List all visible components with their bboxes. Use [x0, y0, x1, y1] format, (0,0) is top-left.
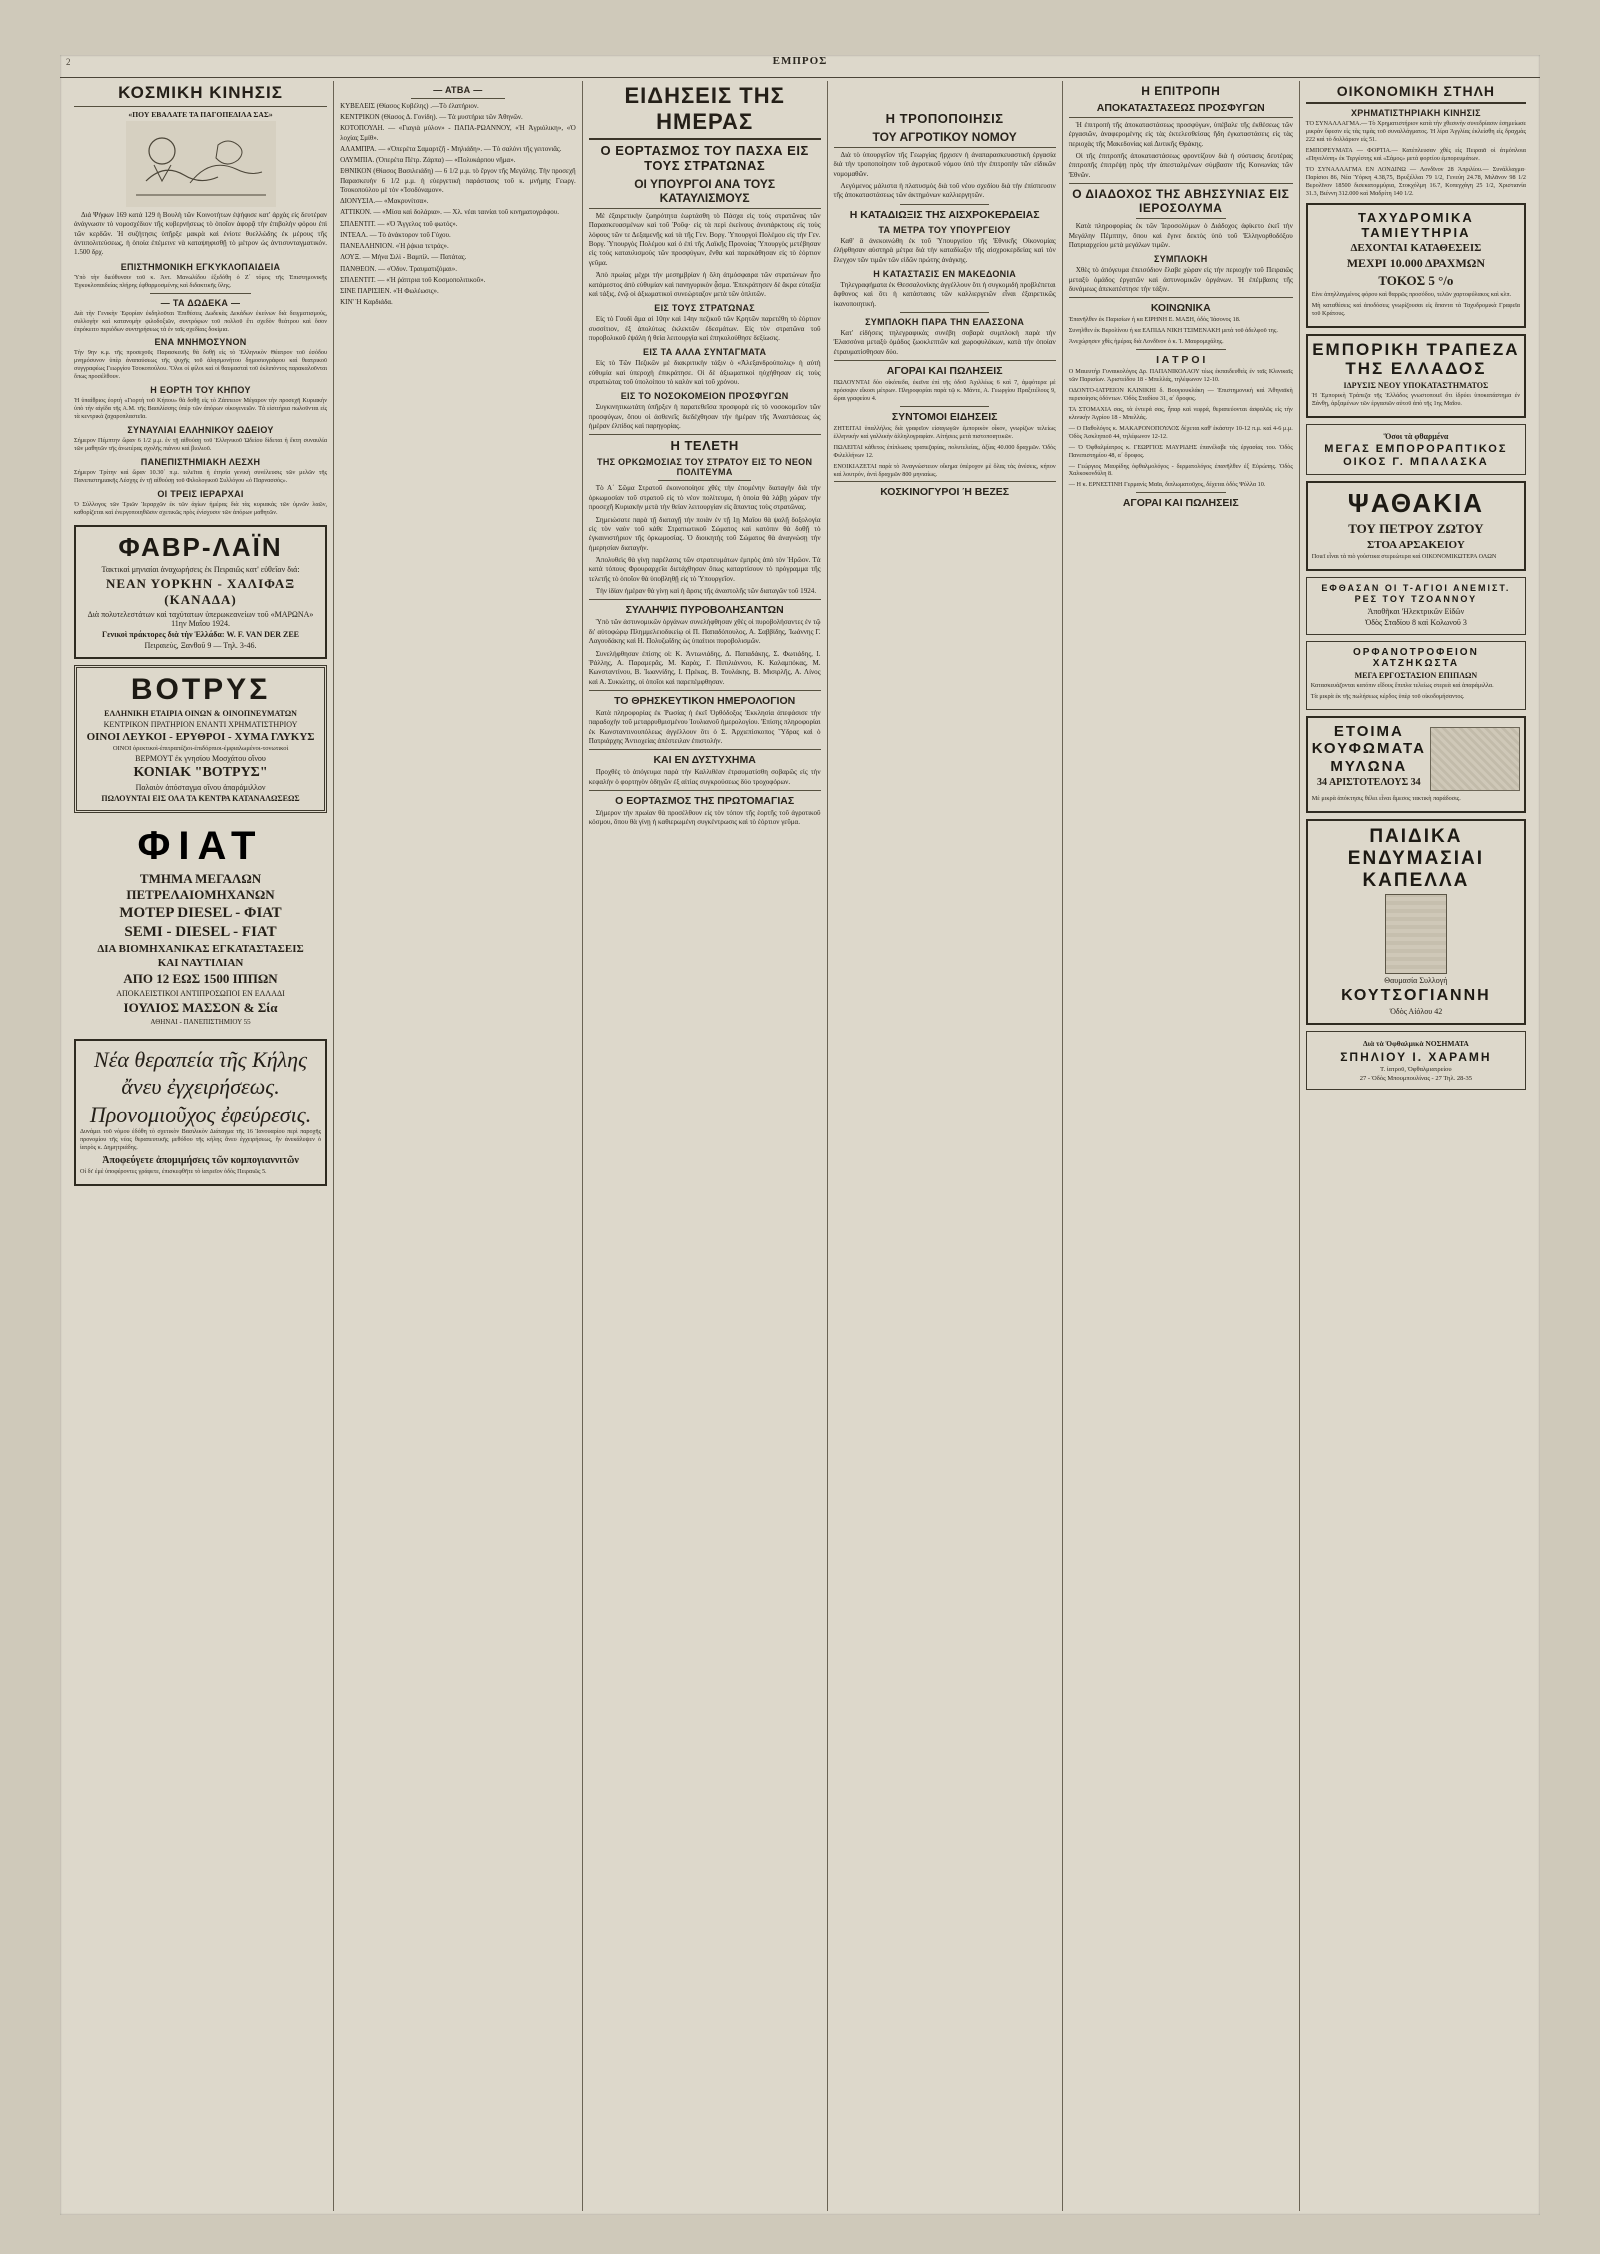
col1-sec0-heading: ΕΠΙΣΤΗΜΟΝΙΚΗ ΕΓΚΥΚΛΟΠΑΙΔΕΙΑ: [120, 261, 281, 272]
ad-postal-line-3: Εἰνε ἁπηλλαγμένος φόρου καὶ θαρρῶς προσόδου, τελῶν χαρτοφύλακος καὶ κλπ.: [1311, 291, 1512, 299]
ad-tzoannou-line-1: Ὁδὸς Σταδίου 8 καὶ Κολωνοῦ 3: [1364, 618, 1467, 628]
society-heading: ΚΟΙΝΩΝΙΚΑ: [1150, 302, 1211, 315]
ad-fabre-line-2: Διὰ πολυτελεστάτων καὶ ταχύτατων ὑπερωκεανείων τοῦ «ΜΑΡΩΝΑ» 11ην Μαΐου 1924.: [87, 609, 314, 628]
ad-votrys-line-1: ΚΕΝΤΡΙΚΟΝ ΠΡΑΤΗΡΙΟΝ ΕΝΑΝΤΙ ΧΡΗΜΑΤΙΣΤΗΡΙΟΥ: [103, 719, 298, 729]
ad-commercial-bank[interactable]: [1306, 334, 1526, 417]
doctor-listing: ΤΑ ΣΤΟΜΑΧΙΑ σας, τὰ ἐντερά σας, ἧπαρ καὶ νεφρά, θεραπεύονται ἀσφαλῶς εἰς τὴν κλινικὴν Ἀγρίου 18 - Μπελλάς.: [1068, 405, 1293, 421]
ad-postal-line-2: ΤΟΚΟΣ 5 °/ο: [1378, 273, 1454, 289]
ad-fiat-title: ΦΙΑΤ: [137, 823, 264, 868]
subsection-heading: ΕΙΣ ΤΟΥΣ ΣΤΡΑΤΩΝΑΣ: [654, 303, 755, 314]
agrarian-subheadline: ΤΟΥ ΑΓΡΟΤΙΚΟΥ ΝΟΜΟΥ: [872, 130, 1017, 144]
brief-news-2: ΠΩΛΕΙΤΑΙ κάθετος ἐπίπλωσις τραπεζαρίας, πολυτελείας, ἀξίας 40.000 δραχμῶν. Ὁδὸς Φιλελλήνων 12.: [833, 443, 1056, 459]
subsection-text: Εἰς τὸ Γουδὶ ἅμα αἱ 10ην καὶ 14ην πεζικοῦ τῶν Κρητῶν παρετέθη τὸ ἑόρτιον συσσίτιον, ἐξ ἀπολύτως ἐκλεκτῶν ἐδεσμάτων. Εἰς τὸν στρατῶνα τοῦ πυροβολικοῦ ἐψάλη ἡ θεία λειτουργία καὶ ἐπηκολούθησε δεξίωσις.: [588, 315, 821, 342]
theatre-listing: ΣΠΛΕΝΤΙΤ. — «Ὁ Ἄγγελος τοῦ φωτός».: [340, 219, 458, 228]
theatre-listing: ΙΝΤΕΑΛ. — Τὸ ἀνάκτορον τοῦ Γύχου.: [340, 230, 451, 239]
ceremony-subheadline: ΤΗΣ ΟΡΚΩΜΟΣΙΑΣ ΤΟΥ ΣΤΡΑΤΟΥ ΕΙΣ ΤΟ ΝΕΟΝ ΠΟΛΙΤΕΥΜΑ: [597, 457, 813, 478]
ceremony-text-4: Τὴν ἰδίαν ἡμέραν θὰ γίνῃ καὶ ἡ ἄρσις τῆς ἀναστολῆς τῶν διαταγῶν τοῦ 1924.: [595, 587, 817, 596]
col1-sec4-text: Σήμερον Πέμπτην ὥραν 6 1/2 μ.μ. ἐν τῇ αἰθούσῃ τοῦ Ἑλληνικοῦ Ὠδείου δίδεται ἡ ἕκτη συναυλία τῶν μαθητῶν τῆς ἀνωτέρας σχολῆς πιάνου καὶ βιολιοῦ.: [74, 437, 328, 452]
macedonia-text: Τηλεγραφήματα ἐκ Θεσσαλονίκης ἀγγέλλουν ὅτι ἡ συγκομιδὴ προβλέπεται ἄφθονος καὶ ὅτι ἡ κατάστασις τῶν καλλιεργειῶν εἶναι ἐξαιρετικῶς ἱκανοποιητική.: [833, 280, 1056, 308]
calendar-text: Κατὰ πληροφορίας ἐκ Ῥωσίας ἡ ἐκεῖ Ὀρθόδοξος Ἐκκλησία ἀπεφάσισε τὴν παραδοχὴν τοῦ μεταρρυθμισμένου Ἰουλιανοῦ ἡμερολογίου. Ἐπίσης πληροφορίαι ἐκ Κωνσταντινουπόλεως ἀγγέλλουν ὅτι ὁ Σ. Ἀρχιεπίσκοπος Ὕδρας καὶ ὁ Πατριάρχης Ἀντιοχείας ἀπέστειλαν ἐπιστολήν.: [588, 708, 821, 746]
ad-hats-title: ΨΑΘΑΚΙΑ: [1347, 487, 1484, 518]
ad-eye-line-1: Τ. ἰατροῦ, Ὀφθαλμιατρείου: [1380, 1065, 1452, 1073]
profiteering-text: Καθ' ἃ ἀνεκοινώθη ἐκ τοῦ Ὑπουργείου τῆς Ἐθνικῆς Οἰκονομίας ἐλήφθησαν αὐστηρὰ μέτρα διὰ τὴν καταδίωξιν τῆς αἰσχροκερδείας καὶ τὸν ἔλεγχον τῶν τιμῶν τῶν εἰδῶν πρώτης ἀνάγκης.: [833, 236, 1056, 264]
theatre-listing: ΣΙΝΕ ΠΑΡΙΣΙΕΝ. «Ἡ Φωλέωσις».: [340, 286, 439, 295]
ad-balaskas-tailor[interactable]: [1306, 424, 1526, 475]
col1-title: ΚΟΣΜΙΚΗ ΚΙΝΗΣΙΣ: [118, 83, 283, 102]
ad-orphanage-furniture[interactable]: [1306, 641, 1526, 710]
column-6: [1299, 81, 1532, 2211]
clash-text: Χθὲς τὸ ἀπόγευμα ἐπεισόδιον ἔλαβε χώραν εἰς τὴν περιοχὴν τοῦ Πειραιῶς μεταξὺ ὁμάδος ἐργατῶν καὶ ἀστυνομικῶν ὀργάνων. Ἡ ἐπέμβασις τῆς δυνάμεως ἀπεκατέστησε τὴν τάξιν.: [1068, 266, 1293, 293]
masthead: [60, 55, 1540, 78]
ad-fiat-line-1: ΜΟΤΕΡ DIESEL - ΦΙΑΤ: [119, 904, 282, 921]
refugee-committee-headline: Η ΕΠΙΤΡΟΠΗ: [1141, 84, 1221, 98]
theatre-listing: ΣΠΛΕΝΤΙΤ. — «Ἡ ῥάπτρια τοῦ Κοσμοπολιτικοῦ».: [340, 275, 486, 284]
col1-sec1-text: Διὰ τὴν Γενικὴν Ἐφορίαν ἐκδηλοῦται Ἐπιθέσεις Δωδεκὰς Δεκάδων ἐκείνων διὰ δειγματισμούς, συλλογὴν καὶ κατανομὴν φιλοδοξιῶν, συντρόφων τοῦ πολλοῦ ἔτι σχεδὸν θεάτρου καὶ ὅσον ἐπρόκειτο περιόδων συντηρήσεως τὰ ἐν ταῖς σχεδίαις δοκίμια.: [74, 309, 328, 333]
col1-sec3-heading: Η ΕΟΡΤΗ ΤΟΥ ΚΗΠΟΥ: [150, 385, 251, 396]
ad-balaskas-title: ΜΕΓΑΣ ΕΜΠΟΡΟΡΑΠΤΙΚΟΣ ΟΙΚΟΣ Γ. ΜΠΑΛΑΣΚΑ: [1324, 442, 1508, 468]
col1-sec6-text: Ὁ Σύλλογος τῶν Τριῶν Ἱεραρχῶν ἐκ τῶν ἀγίων ἡμέρας διὰ τὰς κυριακὰς τῶν ὑμνῶν λαῶν, καθορίζεται καὶ ἐνεργοποιηθῶσιν σχετικῶς πρὸς ἐνίσχυσιν τῶν ἀπόρων μαθητῶν.: [74, 500, 328, 516]
theatre-listing: ΕΘΝΙΚΟΝ (Θίασος Βασιλειάδη) — 6 1/2 μ.μ. τὸ ἔργον τῆς Μεγάλης. Τὴν προσεχῆ Παρασκευὴν 6 1/2 μ.μ. ἡ εὐεργετικὴ παράστασις τοῦ κ. μνήμης Γεωργ. Τσοκοπούλου μὲ τὸν «Ἰσοδύναμον».: [340, 167, 576, 194]
ad-hernia-title: Νέα θεραπεία τῆς Κήλης ἄνευ ἐγχειρήσεως. Προνομιοῦχος ἐφεύρεσις.: [89, 1046, 312, 1127]
ceremony-text-1: Τὸ Α΄ Σῶμα Στρατοῦ ἐκοινοποίησε χθὲς τὴν ἑπομένην διαταγὴν διὰ τὴν ὁρκωμοσίαν τοῦ στρατοῦ εἰς τὸ νέον πολίτευμα, ἡ ὁποία θὰ λάβῃ χώραν τὴν προσεχῆ Κυριακὴν μετὰ τὴν θείαν λειτουργίαν εἰς ἅπαντας τοὺς στρατῶνας.: [588, 484, 821, 512]
ad-tzoannou-electrics[interactable]: [1306, 577, 1526, 636]
lead-paragraph-2: Ἀπὸ πρωίας μέχρι τὴν μεσημβρίαν ἡ ὅλη ἀτμόσφαιρα τῶν στρατώνων ἦτο κατάμεστος ἀπὸ εὐθυμίαν καὶ πανηγυρικὸν ᾆσμα. Ἐπεκράτησεν δὲ ἄκρα εὐταξία καὶ τάξις, ἐνῷ οἱ ἀξιωματικοὶ συνεώρταζον μετὰ τῶν ὁπλιτῶν.: [588, 271, 821, 298]
theatre-listing: ΔΙΟΝΥΣΙΑ.— «Μακρυνίτσα».: [340, 197, 429, 206]
society-item: Ἐπανῆλθεν ἐκ Παρισίων ἡ κα ΕΙΡΗΝΗ Ε. ΜΑΞΗ, ὁδὸς Ἰάσονος 18.: [1068, 316, 1241, 324]
ad-mylona-line-1: Μὲ μικρὰ ἀπόκτησις θέλει εἶναι ἄμεσος τακτικὴ παράδοσις.: [1311, 795, 1461, 803]
ad-fiat-line-8: ΑΘΗΝΑΙ - ΠΑΝΕΠΙΣΤΗΜΙΟΥ 55: [150, 1017, 251, 1026]
doctor-listing: — Γεώργιος Μαυρίδης ὀφθαλμολόγος - δερματολόγος ἐπανῆλθεν ἐξ Εὐρώπης. Ὁδὸς Χαλκοκονδύλη 8.: [1068, 462, 1293, 478]
arrests-text-1: Ὑπὸ τῶν ἀστυνομικῶν ὀργάνων συνελήφθησαν χθὲς οἱ πυροβολήσαντες ἐν τῷ δι' αὐτοφώρῳ Πλημμελειοδικείῳ οἱ Π. Παπαδόπουλος, Α. Σαββίδης, Ἰωάννης Γ. Λαγουδάκης καὶ Η. Πολυζωΐδης ὡς ὑπαίτιοι πυροβολισμῶν.: [588, 618, 821, 646]
ad-hernia-contact: Οἱ δι' ἐμὲ ὑποφέροντες γράφετε, ἐπισκεφθῆτε τὸ ἰατρεῖον ὁδὸς Πειραιῶς 5.: [80, 1167, 267, 1175]
ad-votrys-line-2: ΟΙΝΟΙ ΛΕΥΚΟΙ - ΕΡΥΘΡΟΙ - ΧΥΜΑ ΓΛΥΚΥΣ: [86, 730, 315, 743]
theatre-listing: ΚΙΝ' Ἡ Καρδιάδα.: [340, 298, 393, 307]
ad-fabre-title: ΦΑΒΡ-ΛΑΪΝ: [118, 531, 283, 562]
calendar-heading: ΤΟ ΘΡΗΣΚΕΥΤΙΚΟΝ ΗΜΕΡΟΛΟΓΙΟΝ: [614, 694, 796, 707]
ad-fiat-line-5: ΑΠΟ 12 ΕΩΣ 1500 ΙΠΠΩΝ: [123, 970, 278, 986]
column-1: [68, 81, 333, 2211]
elassona-text: Κατ' εἰδήσεις τηλεγραφικὰς συνέβη σοβαρὰ συμπλοκὴ παρὰ τὴν Ἐλασσόνα μεταξὺ ὁμάδος ζωοκλεπτῶν καὶ χωροφυλάκων, κατὰ τὴν ὁποίαν ἐτραυματίσθησαν δύο.: [833, 328, 1056, 356]
ad-hats-line-2: Ποιεῖ εἶναι τὰ πιὸ γούστικα στερεώτερα καὶ ΟΙΚΟΝΟΜΙΚΩΤΕΡΑ ΟΛΩΝ: [1311, 552, 1497, 560]
col1-sec3-text: Ἡ ὑπαίθριος ἑορτὴ «Γιορτὴ τοῦ Κήπου» θὰ δοθῇ εἰς τὸ Ζάππειον Μέγαρον τὴν προσεχῆ Κυριακὴν ὑπὸ τὴν αἰγίδα τῆς Α.Μ. τῆς Βασιλίσσης ὑπὲρ τῶν ἀπόρων οἰκογενειῶν. Τὰ εἰσιτήρια πωλοῦνται εἰς τὰ κεντρικὰ ζαχαροπλαστεῖα.: [74, 397, 328, 421]
ad-kids-line-1: ΚΟΥΤΣΟΓΙΑΝΝΗ: [1341, 986, 1491, 1004]
ad-postal-savings[interactable]: [1306, 203, 1526, 328]
ceremony-text-3: Ἀπολυθεὶς θὰ γίνῃ παρέλασις τῶν στρατευμάτων ἐμπρὸς ἀπὸ τὸν Ἡρῶον. Τὰ κατὰ τόπους Φρουραρχεῖα διετάχθησαν ὅπως καταρτίσουν τὸ πρόγραμμα τῆς τελετῆς τὸ ὁποῖον θὰ ὑποβληθῇ εἰς τὸ Ὑπουργεῖον.: [588, 555, 821, 583]
refugee-text-1: Ἡ ἐπιτροπὴ τῆς ἀποκαταστάσεως προσφύγων, ὑπέβαλε τῆς ἐκθέσεως τῶν ἐργασιῶν, ἀναφερομένης εἰς τὰς ἐκτελεσθείσας ἤδη ἐγκαταστάσεις εἰς τὰς περιοχὰς τῆς Μακεδονίας καὶ Δυτικῆς Θράκης.: [1068, 121, 1293, 148]
ad-hats-line-1: ΣΤΟΑ ΑΡΣΑΚΕΙΟΥ: [1367, 538, 1465, 551]
economy-title: ΟΙΚΟΝΟΜΙΚΗ ΣΤΗΛΗ: [1336, 83, 1496, 99]
exchange-text-1: ΤΟ ΣΥΝΑΛΛΑΓΜΑ.— Τὸ Χρηματιστήριον κατὰ τὴν χθεσινὴν συνεδρίασιν ἐσημείωσε μικρὰν ὕφεσιν εἰς τὰς τιμὰς τοῦ συναλλάγματος. Ἡ λίρα Ἀγγλίας ἐκλείσθη εἰς δραχμὰς 222 καὶ τὸ δολλάριον εἰς 51.: [1305, 120, 1526, 143]
abyssinia-heading: Ο ΔΙΑΔΟΧΟΣ ΤΗΣ ΑΒΗΣΣΥΝΙΑΣ ΕΙΣ ΙΕΡΟΣΟΛΥΜΑ: [1072, 187, 1290, 216]
ad-votrys-title: ΒΟΤΡΥΣ: [130, 672, 271, 706]
ad-eye-line-2: 27 - Ὁδὸς Μπουμπουλίνας - 27 Τηλ. 28-35: [1359, 1074, 1473, 1082]
column-container: [68, 81, 1532, 2211]
refugee-committee-subheadline: ΑΠΟΚΑΤΑΣΤΑΣΕΩΣ ΠΡΟΣΦΥΓΩΝ: [1096, 102, 1265, 114]
ad-bank-line-1: Ἡ Ἐμπορικὴ Τράπεζα τῆς Ἑλλάδος γνωστοποιεῖ ὅτι ἱδρύει ὑποκατάστημα ἐν Ξάνθῃ, ἀρξαμένων τῶν ἐργασιῶν αὐτοῦ ἀπὸ τῆς 1ης Μαΐου.: [1311, 391, 1520, 407]
ad-balaskas-note: Ὅσοι τὰ φθαρμένα: [1383, 431, 1449, 441]
ad-eye-line-0: ΣΠΗΛΙΟΥ Ι. ΧΑΡΑΜΗ: [1340, 1049, 1492, 1064]
newspaper-sheet: [60, 55, 1540, 2215]
ad-orphanage-title: ΟΡΦΑΝΟΤΡΟΦΕΙΟΝ ΧΑΤΖΗΚΩΣΤΑ: [1352, 647, 1479, 670]
doctor-listing: — Ο Παθολόγος κ. ΜΑΚΑΡΟΝΟΠΟΥΛΟΣ δέχεται καθ' ἑκάστην 10-12 π.μ. καὶ 4-6 μ.μ. Ὁδὸς Ἀσκληπιοῦ 44, τηλέφωνον 12-12.: [1068, 424, 1293, 440]
col2-index-heading: — ΑΤΒΑ —: [433, 85, 483, 95]
ad-hats-line-0: ΤΟΥ ΠΕΤΡΟΥ ΖΩΤΟΥ: [1348, 520, 1484, 536]
ad-orphanage-line-2: Τὰ μικρὰ ἐκ τῆς πωλήσεως κέρδος ὑπὲρ τοῦ οἰκοδομήσαντος.: [1310, 693, 1465, 701]
col1-sec5-text: Σήμερον Τρίτην καὶ ὥραν 10.30΄ π.μ. τελεῖται ἡ ἐτησία γενικὴ συνέλευσις τῶν μελῶν τῆς Πανεπιστημιακῆς Λέσχης ἐν τῇ αἰθούσῃ τοῦ Φιλολογικοῦ Συλλόγου «ὁ Παρνασσός».: [74, 468, 328, 484]
ceremony-headline: Η ΤΕΛΕΤΗ: [670, 438, 739, 454]
theatre-listing: ΑΤΤΙΚΟΝ. — «Μίσα καὶ δολάρια». — Χλ. νέαι ταινίαι τοῦ κινηματογράφου.: [340, 208, 559, 217]
classifieds-heading: ΑΓΟΡΑΙ ΚΑΙ ΠΩΛΗΣΕΙΣ: [886, 365, 1003, 378]
doctor-listing: — Η κ. ΕΡΝΕΣΤΙΝΗ Γερμανὶς Μαῖα, διπλωματοῦχος, δέχεται ὁδὸς Ψύλλα 10.: [1068, 481, 1266, 489]
ad-tzoannou-line-0: Ἀποθῆκαι 'Ηλεκτρικῶν Εἰδῶν: [1367, 607, 1465, 617]
col1-sec2-text: Τὴν 9ην κ.μ. τῆς προσεχοῦς Παρασκευῆς θὰ δοθῇ εἰς τὸ Ἑλληνικὸν Θέατρον τοῦ ἐσόδου μνημόσυνον ὑπὲρ ἀναπαύσεως τῆς ψυχῆς τοῦ ἀλησμονήτου δημοσιογράφου καὶ θεατρικοῦ συγγραφέως Γεωργίου Τσοκοπούλου. Ὅλοι οἱ φίλοι καὶ οἱ θαυμασταὶ τοῦ ἐκλιπόντος παρακαλοῦνται ὅπως προσέλθουν.: [74, 349, 328, 381]
elassona-heading: ΣΥΜΠΛΟΚΗ ΠΑΡΑ ΤΗΝ ΕΛΑΣΣΟΝΑ: [865, 316, 1025, 327]
theatre-listing: ΟΛΥΜΠΙΑ. (Ὀπερέτα Πέτρ. Ζάρπα) — «Πολυκάρπου νῆμα».: [340, 156, 516, 165]
column-2: [333, 81, 582, 2211]
subsection-text: Συγκινητικωτάτη ὑπῆρξεν ἡ παρατεθεῖσα προσφορὰ εἰς τὸ νοσοκομεῖον τῶν προσφύγων, ὅπου οἱ ἀσθενεῖς διεδέχθησαν τὴν ἡμέραν τῆς Ἀναστάσεως ὡς ἡμέραν ἐλπίδος καὶ παρηγορίας.: [588, 403, 821, 431]
theatre-listing: ΠΑΝΘΕΟΝ. — «Ὀδυν. Τραυματιζόμαι».: [340, 264, 457, 273]
decorative-illustration: [126, 121, 276, 207]
ad-postal-title: ΤΑΧΥΔΡΟΜΙΚΑ ΤΑΜΙΕΥΤΗΡΙΑ: [1357, 210, 1474, 241]
ad-votrys-line-7: ΠΩΛΟΥΝΤΑΙ ΕΙΣ ΟΛΑ ΤΑ ΚΕΝΤΡΑ ΚΑΤΑΝΑΛΩΣΕΩΣ: [101, 793, 300, 803]
ad-eye-clinic[interactable]: [1306, 1031, 1526, 1090]
subsection-text: Εἰς τὸ Τῶν Πεζικῶν μὲ διακριτικὴν τάξιν ὁ «Ἀλεξανδρούπολις» ἡ αὐτὴ εὐθυμία καὶ ὑπεροχὴ ἐπικράτησε. Οἱ δὲ ἀξιωματικοὶ ηὐχήθησαν εἰς τοὺς στρατιώτας τοῦ ὑπολοίπου τὸ καλὸν καὶ τοῦ χρόνου.: [588, 359, 821, 387]
mayday-heading: Ο ΕΟΡΤΑΣΜΟΣ ΤΗΣ ΠΡΩΤΟΜΑΓΙΑΣ: [615, 795, 795, 808]
column-5: [1062, 81, 1299, 2211]
ad-bank-title: ΕΜΠΟΡΙΚΗ ΤΡΑΠΕΖΑ ΤΗΣ ΕΛΛΑΔΟΣ: [1312, 340, 1520, 378]
doctor-listing: Ο Μαιευτὴρ Γυναικολόγος Δρ. ΠΑΠΑΝΙΚΟΛΑΟΥ τέως ἐκπαιδευθεὶς ἐν ταῖς Κλινικαῖς τῶν Παρισίων. Ἀριστείδου 18 - Μπελλάς, τηλέφωνον 12-10.: [1068, 368, 1293, 384]
ad-fiat-line-4: ΚΑΙ ΝΑΥΤΙΛΙΑΝ: [157, 956, 244, 969]
page-number: 2: [66, 57, 71, 67]
ministry-measures-heading: ΤΑ ΜΕΤΡΑ ΤΟΥ ΥΠΟΥΡΓΕΙΟΥ: [878, 224, 1011, 235]
macedonia-heading: Η ΚΑΤΑΣΤΑΣΙΣ ΕΝ ΜΑΚΕΔΟΝΙΑ: [873, 268, 1017, 279]
theatre-listing: ΚΟΤΟΠΟΥΛΗ. — «Γιαγιὰ μύλον» - ΠΑΠΑ-ΡΩΑΝΝΟΥ, «Ἡ Ἀγριόλικη», «Ὁ λοχίας Σμίθ».: [340, 124, 576, 142]
theatre-listing: ΠΑΝΕΛΛΗΝΙΟΝ. «Ἡ ῥᾴκια τετράς».: [340, 242, 449, 251]
main-subheadline: ΟΙ ΥΠΟΥΡΓΟΙ ΑΝΑ ΤΟΥΣ ΚΑΤΑΥΛΙΣΜΟΥΣ: [634, 177, 776, 205]
ad-mylona-title: ΕΤΟΙΜΑ ΚΟΥΦΩΜΑΤΑ ΜΥΛΩΝΑ: [1311, 723, 1426, 775]
col1-lead-text: Διά Ψήφων 169 κατά 129 ἡ Βουλὴ τῶν Κοινοτήτων ἐψήφισε κατ' ἀρχὰς εἰς δευτέραν ἀνάγνωσιν τὸ νομοσχέδιον τῆς κυβερνήσεως τὸ ὁποῖον ἀφορᾷ τὴν ἐπιβολὴν φόρου ἐπὶ τῶν κερδῶν. Ἡ συζήτησις ὑπῆρξε μακρὰ καὶ ἐνίοτε θυελλώδης ἐκ μέρους τῆς ἀντιπολιτεύσεως, ἡ ὁποία ἐπέμεινε νὰ καταψηφισθῇ τὸ μέτρον ὡς ἀντισυνταγματικόν. 1.500 δρχ.: [74, 211, 328, 257]
ad-mylona-line-0: 34 ΑΡΙΣΤΟΤΕΛΟΥΣ 34: [1317, 776, 1421, 788]
ad-kids-line-2: Ὁδὸς Αἰόλου 42: [1389, 1006, 1443, 1016]
brief-news-heading: ΣΥΝΤΟΜΟΙ ΕΙΔΗΣΕΙΣ: [891, 410, 998, 423]
news-section-title: ΕΙΔΗΣΕΙΣ ΤΗΣ ΗΜΕΡΑΣ: [624, 83, 785, 134]
newspaper-title: ΕΜΠΡΟΣ: [772, 55, 828, 67]
ad-fiat-line-7: ΙΟΥΛΙΟΣ ΜΑΣΣΟΝ & Σία: [123, 999, 278, 1015]
col1-lead-title: «ΠΟΥ ΕΒΑΛΑΤΕ ΤΑ ΠΑΓΟΠΕΔΙΛΑ ΣΑΣ»: [128, 110, 273, 119]
arrests-heading: ΣΥΛΛΗΨΙΣ ΠΥΡΟΒΟΛΗΣΑΝΤΩΝ: [625, 604, 784, 617]
exchange-text-2: ΕΜΠΟΡΕΥΜΑΤΑ — ΦΟΡΤΙΑ.— Κατέπλευσαν χθὲς εἰς Πειραιᾶ οἱ ἀτμόπλοια «Πηνελόπη» ἐκ Τεργέστης καὶ «Σάμος» μετὰ φορτίου ἐμπορευμάτων.: [1305, 146, 1526, 162]
brief-news-3: ΕΝΟΙΚΙΑΖΕΤΑΙ παρὰ τὸ Ἀναγνώστειον οἴκημα ὑπέροχον μὲ ὅλας τὰς ἀνέσεις, κήπον καὶ λουτρόν, ἀντὶ δραχμῶν 800 μηνιαίως.: [833, 462, 1056, 478]
col1-sec1-heading: — ΤΑ ΔΩΔΕΚΑ —: [160, 297, 241, 308]
ad-fabre-line-4: Πειραιεὺς, Ξανθοῦ 9 — Τηλ. 3-46.: [144, 640, 257, 650]
theatre-listing: ΑΛΑΜΠΡΑ. — «Ὁπερέτα Σαμαρτζῆ - Μηλιάδη». — Τὸ σαλόνι τῆς γειτονιᾶς.: [340, 144, 562, 153]
ad-hernia-treatment[interactable]: [74, 1039, 327, 1186]
theatre-listing: ΚΥΒΕΛΕΙΣ (Θίασος Κυβέλης) .—Τὸ ἐλατήριον.: [340, 102, 479, 110]
ad-tzoannou-title: ΕΦΘΑΣΑΝ ΟΙ Τ-ΑΓΙΟΙ ΑΝΕΜΙΣΤ. ΡΕΣ ΤΟΥ ΤΖΟΑΝΝΟΥ: [1321, 582, 1511, 605]
window-frame-illustration: [1430, 727, 1520, 791]
exchange-text-3: ΤΟ ΣΥΝΑΛΛΑΓΜΑ ΕΝ ΛΟΝΔΙΝΩ — Λονδῖνον 28 Ἀπριλίου.— Συνάλλαγμα· Παρίσιοι 86, Νέα Ὑόρκη 4.38,75, Βρυξέλλαι 79 1/2, Γενεύη 24.78, Μιλᾶνον 98 1/2 Βερολῖνον 18500 δισεκατομμύρια, Στοκχόλμη 16.7, Κοπεγχάγη 25 1/2, Χριστιανία 31.3, Βιέννη 312.000 καὶ Μαδρίτη 140 1/2.: [1305, 165, 1526, 197]
theatre-listing: ΛΟΥΞ. — Μήνα Σιλὶ - Βαμπίλ. — Πατάτας.: [340, 253, 467, 262]
main-headline: Ο ΕΟΡΤΑΣΜΟΣ ΤΟΥ ΠΑΣΧΑ ΕΙΣ ΤΟΥΣ ΣΤΡΑΤΩΝΑΣ: [600, 143, 809, 173]
col1-sec2-heading: ΕΝΑ ΜΝΗΜΟΣΥΝΟΝ: [154, 337, 247, 348]
ad-straw-hats[interactable]: [1306, 481, 1526, 571]
col1-sec6-heading: ΟΙ ΤΡΕΙΣ ΙΕΡΑΡΧΑΙ: [157, 488, 244, 499]
ad-votrys[interactable]: [74, 665, 327, 813]
accident-text: Προχθὲς τὸ ἀπόγευμα παρὰ τὴν Καλλιθέαν ἐτραυματίσθη σοβαρῶς εἰς τὴν κεφαλὴν ὁ φορτηγὸν ὁδηγῶν ἐξ αἰτίας συγκρούσεως δύο τροχοφόρων.: [588, 768, 821, 786]
col1-sec5-heading: ΠΑΝΕΠΙΣΤΗΜΙΑΚΗ ΛΕΣΧΗ: [140, 456, 261, 467]
agrarian-text-1: Διὰ τὸ ὑπουργεῖον τῆς Γεωργίας ἤρχισεν ἡ ἀναπαρασκευαστικὴ ἐργασία διὰ τὴν τροποποίησιν τοῦ ἀγροτικοῦ νόμου ὑπὸ τὴν ἐπιτροπὴν τῶν εἰδικῶν νομομαθῶν.: [833, 151, 1056, 178]
agrarian-text-2: Λεγόμενος μάλιστα ἡ πλατυσμὸς διὰ τοῦ νέου σχεδίου διὰ τὴν ἐπίσπευσιν τῆς ἀποκαταστάσεως τῶν ἀκτημόνων καλλιεργητῶν.: [833, 182, 1056, 200]
mayday-text: Σήμερον τὴν πρωίαν θὰ προσέλθουν εἰς τὸν τόπον τῆς ἑορτῆς τοῦ ἀγροτικοῦ κόσμου, ὅπου θὰ γίνῃ ἡ καθιερωμένη συγκέντρωσις καὶ τὸ ἑόρτιον γεῦμα.: [588, 809, 821, 827]
abyssinia-text: Κατὰ πληροφορίας ἐκ τῶν Ἱεροσολύμων ὁ Διάδοχος ἀφίκετο ἐκεῖ τὴν Μεγάλην Πέμπτην, ὅπου καὶ ἔγινε δεκτὸς ὑπὸ τοῦ Ἑλληνορθοδόξου Πατριαρχείου μετὰ μεγάλων τιμῶν.: [1068, 222, 1293, 249]
ad-hernia-warning: Ἀποφεύγετε ἀπομιμήσεις τῶν κομπογιαννιτῶν: [102, 1154, 299, 1166]
theatre-listing: ΚΕΝΤΡΙΚΟΝ (Θίασος Δ. Γονίδη). — Τὰ μυστήρια τῶν Ἀθηνῶν.: [340, 113, 523, 122]
stock-exchange-heading: ΧΡΗΜΑΤΙΣΤΗΡΙΑΚΗ ΚΙΝΗΣΙΣ: [1350, 108, 1481, 118]
subsection-heading: ΕΙΣ ΤΟ ΝΟΣΟΚΟΜΕΙΟΝ ΠΡΟΣΦΥΓΩΝ: [620, 391, 789, 402]
ad-hernia-body: Δυνάμει τοῦ νόμου ἐδόθη τὸ σχετικὸν Βασιλικὸν Διάταγμα τῆς 16 Ἰανουαρίου περὶ παροχῆς προνομίου τῆς νέας θεραπευτικῆς μεθόδου τῆς κήλης ἄνευ ἐγχειρήσεως, ἣν ἀνεκάλυψεν ὁ ἰατρὸς κ. Δημητριάδης.: [80, 1128, 322, 1152]
clash-heading: ΣΥΜΠΛΟΚΗ: [1153, 254, 1208, 265]
ad-votrys-line-5: ΚΟΝΙΑΚ "ΒΟΤΡΥΣ": [133, 764, 268, 780]
lead-paragraph: Μὲ ἐξαιρετικὴν ζωηρότητα ἑωρτάσθη τὸ Πάσχα εἰς τοὺς στρατῶνας τῶν Παρασκευασμένων καὶ τοῦ Ῥοῦφ· εἰς τὰ περὶ ἐκείνους ἀνυπάρκτους εἰς τοὺς λόφους τῶν τε Δεξαμενῆς καὶ τὰ τῆς Γεν. Βοργ. Ὑπουργοὶ Πολέμου εἰς τὴν Γεν. Βοργ. Ὑπουργὸς Πολέμου καὶ ὁ ἐπὶ τῆς Λαϊκῆς Προνοίας Ὑπουργὸς μετέβησαν εἰς τοὺς καταυλισμοὺς τῶν προσφύγων, ἔνθα καὶ παρεκάθησαν εἰς τὸ ἑόρτιον γεῦμα.: [588, 212, 821, 267]
ad-fiat-line-3: ΔΙΑ ΒΙΟΜΗΧΑΝΙΚΑΣ ΕΓΚΑΤΑΣΤΑΣΕΙΣ: [97, 942, 304, 955]
ad-votrys-line-4: ΒΕΡΜΟΥΤ ἐκ γνησίου Μοσχάτου οἴνου: [135, 753, 266, 763]
ad-kids-line-0: Θαυμασία Συλλογή: [1384, 975, 1448, 985]
ad-bank-line-0: ΙΔΡΥΣΙΣ ΝΕΟΥ ΥΠΟΚΑΤΑΣΤΗΜΑΤΟΣ: [1343, 380, 1489, 390]
ad-postal-line-0: ΔΕΧΟΝΤΑΙ ΚΑΤΑΘΕΣΕΙΣ: [1350, 242, 1482, 255]
ad-fabre-line-0: Τακτικαὶ μηνιαίαι ἀναχωρήσεις ἐκ Πειραιῶς κατ' εὐθεῖαν διά:: [101, 564, 300, 574]
ad-eye-title: Διὰ τὰ Ὀφθαλμικὰ ΝΟΣΗΜΑΤΑ: [1362, 1038, 1469, 1048]
subsection-heading: ΕΙΣ ΤΑ ΑΛΛΑ ΣΥΝΤΑΓΜΑΤΑ: [643, 347, 767, 358]
ad-fiat-line-0: ΤΜΗΜΑ ΜΕΓΑΛΩΝ ΠΕΤΡΕΛΑΙΟΜΗΧΑΝΩΝ: [126, 870, 275, 902]
ad-koutsogianni-childrenswear[interactable]: [1306, 819, 1526, 1025]
ad-votrys-line-3: ΟΙΝΟΙ ὀρεκτικοὶ-ἐπιτραπέζιοι-ἐπιδόρπιοι-ἐμφιαλωμένοι-τονωτικοὶ: [112, 744, 289, 752]
classified-ad: ΠΩΛΟΥΝΤΑΙ δύο οἰκόπεδα, ἐκεῖνα ἐπὶ τῆς ὁδοῦ Ἀχιλλέως 6 καὶ 7, ἀμφότερα μὲ πρόσοψιν εἴκοσι μέτρων. Πληροφορίαι παρὰ τῷ κ. Μάντε, Α. Γεωργίου Πραξιτέλους 9, ὥραι γραφείου 4.: [833, 379, 1056, 402]
ceremony-text-2: Σημειώσατε παρὰ τῇ διαταγῇ τὴν ποιὰν ἐν τῇ 1ῃ Μαΐου θὰ ψαλῇ δοξολογία εἰς τὸν ναὸν τοῦ κάθε Στρατιωτικοῦ Σώματος καὶ κατόπιν θὰ δοθῇ τὸ ἐγκαινιστήριον τῆς ὁρκωμοσίας. Ὁ διοικητὴς τοῦ Σώματος θὰ ἀναγνώσῃ τὴν ἡμερησίαν διαταγὴν.: [588, 515, 821, 552]
column-4: [827, 81, 1062, 2211]
ad-fabre-line-1: ΝΕΑΝ ΥΟΡΚΗΝ - ΧΑΛΙΦΑΞ (ΚΑΝΑΔΑ): [106, 575, 296, 607]
ad-postal-line-1: ΜΕΧΡΙ 10.000 ΔΡΑΧΜΩΝ: [1346, 256, 1486, 271]
profiteering-heading: Η ΚΑΤΑΔΙΩΞΙΣ ΤΗΣ ΑΙΣΧΡΟΚΕΡΔΕΙΑΣ: [849, 208, 1040, 221]
child-figure-illustration: [1385, 894, 1447, 974]
accident-heading: ΚΑΙ ΕΝ ΔΥΣΤΥΧΗΜΑ: [653, 754, 756, 767]
ad-votrys-line-6: Παλαιὸν ἀπόσταγμα οἴνου ἀπαράμιλλον: [135, 782, 266, 792]
doctor-listing: — Ὁ Ὀφθαλμίατρος κ. ΓΕΩΡΓΙΟΣ ΜΑΥΡΙΔΗΣ ἐπανέλαβε τὰς ἐργασίας του. Ὁδὸς Πανεπιστημίου 48, α΄ ὄροφος.: [1068, 443, 1293, 459]
sales-heading: ΑΓΟΡΑΙ ΚΑΙ ΠΩΛΗΣΕΙΣ: [1122, 497, 1239, 510]
refugee-text-2: Οἱ τῆς ἐπιτροπῆς ἀποκαταστάσεως φροντίζουν διὰ ἡ σύστασις δευτέρας ἐπιτροπῆς ἐπιτρέψῃ πρὸς τὴν ἀπεσταλμένων σύμβασιν τῆς Κοινωνίας τῶν Ἐθνῶν.: [1068, 152, 1293, 179]
ad-fabre-line[interactable]: [74, 525, 327, 659]
column-3: [582, 81, 827, 2211]
ad-fiat-line-6: ΑΠΟΚΛΕΙΣΤΙΚΟΙ ΑΝΤΙΠΡΟΣΩΠΟΙ ΕΝ ΕΛΛΑΔΙ: [116, 988, 285, 998]
col1-sec4-heading: ΣΥΝΑΥΛΙΑΙ ΕΛΛΗΝΙΚΟΥ ΩΔΕΙΟΥ: [127, 425, 274, 436]
ad-mylona-frames[interactable]: [1306, 716, 1526, 813]
feature-heading: ΚΟΣΚΙΝΟΓΥΡΟΙ Ή ΒΕΖΕΣ: [880, 486, 1010, 499]
society-item: Ἀνεχώρησεν χθὲς ἡμέρας διὰ Λονδῖνον ὁ κ. Ἰ. Μαυρομιχάλης.: [1068, 338, 1224, 346]
ad-postal-line-4: Μὴ καταθέσεις καὶ ἀποδόσεις γνωρίζουσαι εἰς ἅπαντα τὰ Ταχυδρομικὰ Γραφεῖα τοῦ Κράτους.: [1311, 302, 1520, 318]
arrests-text-2: Συνελήφθησαν ἐπίσης οἱ: Κ. Ἀντωνιάδης, Δ. Παπαδάκης, Σ. Φωτιάδης, Ι. Ῥάλλης, Α. Παραμερᾶς, Μ. Καρὰς, Γ. Πιπιλιάννου, Κ. Καλαμπόκας, Μ. Κωνσταντίνου, Β. Ἰωαννίδης, Ι. Πρέκας, Β. Τουλάκης, Β. Μισιρλῆς, Α. Λίνος καὶ Α. Συκιώτης, οἱ ὁποῖοι καὶ παρεπέμφθησαν.: [588, 649, 821, 686]
doctors-heading: Ι Α Τ Ρ Ο Ι: [1156, 354, 1206, 367]
col1-sec0-text: Ὑπὸ τὴν διεύθυνσιν τοῦ κ. Ἀντ. Μανωλίδου ἐξεδόθη ὁ Ζ΄ τόμος τῆς Ἐπιστημονικῆς Ἐγκυκλοπαιδείας πλήρης ἐφθαρμοσμένης καὶ διδακτικῆς ὕλης.: [74, 273, 328, 289]
doctor-listing: ΟΔΟΝΤΟ-ΙΑΤΡΕΙΟΝ ΚΛΙΝΙΚΗΙ δ. Βουγιουκλάκη — Ἐπιστημονικὴ καὶ Ἀθηναϊκὴ περιποίησις ὀδόντων. Ὁδὸς Σταδίου 31, α΄ ὄροφος.: [1068, 387, 1293, 402]
ad-votrys-line-0: ΕΛΛΗΝΙΚΗ ΕΤΑΙΡΙΑ ΟΙΝΩΝ & ΟΙΝΟΠΝΕΥΜΑΤΩΝ: [104, 708, 297, 718]
ad-kids-title: ΠΑΙΔΙΚΑ ΕΝΔΥΜΑΣΙΑΙ ΚΑΠΕΛΛΑ: [1347, 826, 1484, 891]
ad-orphanage-line-1: Κατασκευάζονται κατόπιν εἴδους ἔπιπλα τελείως στερεὰ καὶ ἀπαράμιλλα.: [1310, 682, 1494, 690]
society-item: Συνηλθεν ἐκ Βερολίνου ἡ κα ΕΛΠΙΔΑ ΝΙΚΗ ΤΣΙΜΕΝΑΚΗ μετὰ τοῦ ἀδελφοῦ της.: [1068, 327, 1278, 335]
ad-fiat[interactable]: [74, 819, 327, 1033]
agrarian-headline: Η ΤΡΟΠΟΠΟΙΗΣΙΣ: [885, 111, 1004, 126]
ad-orphanage-line-0: ΜΕΓΑ ΕΡΓΟΣΤΑΣΙΟΝ ΕΠΙΠΛΩΝ: [1354, 671, 1478, 681]
ad-fabre-line-3: Γενικοὶ πράκτορες διὰ τὴν Ἑλλάδα: W. F. VAN DER ZEE: [102, 629, 300, 639]
brief-news-1: ΖΗΤΕΙΤΑΙ ὑπαλλήλος διὰ γραφεῖον εἰσαγωγῶν ἐμπορικὸν οἶκον, γνωρίζων τελείως ἑλληνικὴν καὶ γαλλικὴν ἀλληλογραφίαν. Αἰτήσεις μετὰ πιστοποιητικῶν.: [833, 424, 1056, 440]
ad-fiat-line-2: SEMI - DIESEL - FIAT: [124, 923, 277, 940]
